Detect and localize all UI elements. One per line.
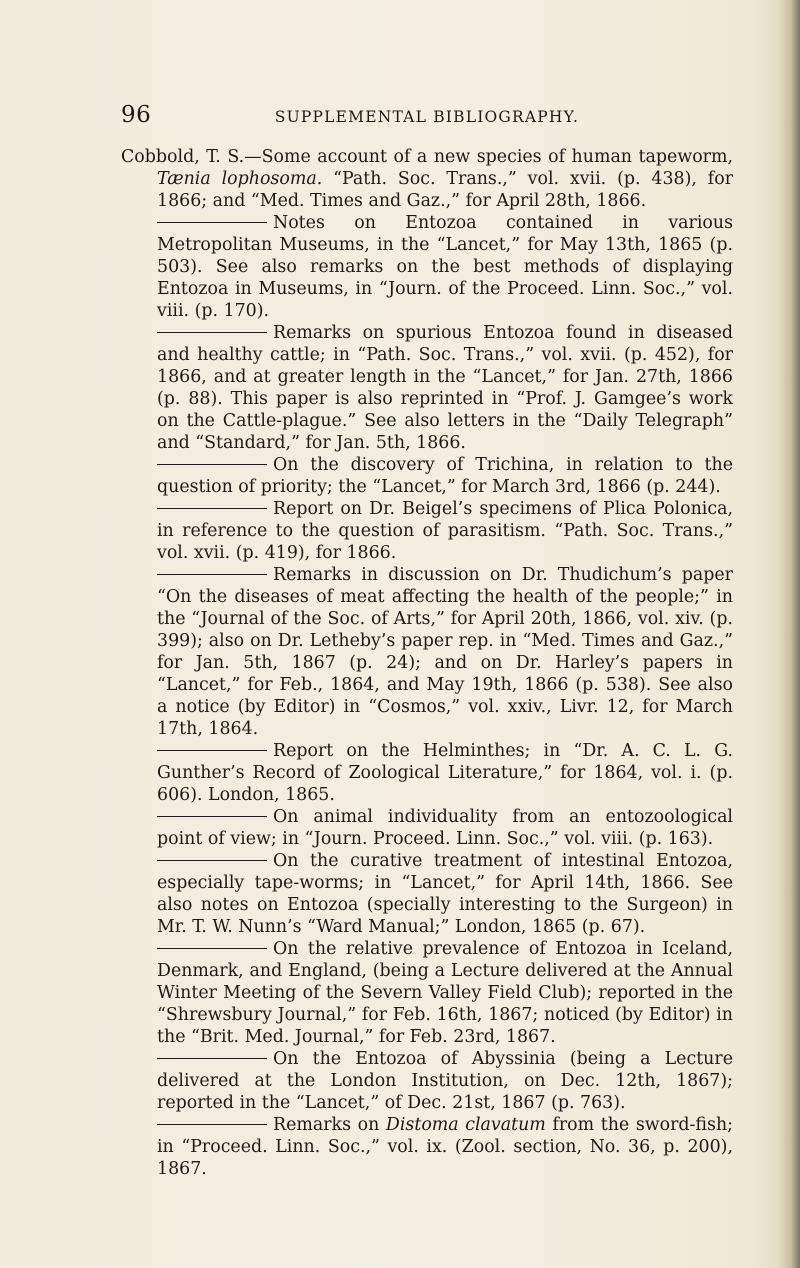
ditto-rule <box>157 464 267 465</box>
bibliography-entry <box>121 1114 733 1180</box>
ditto-rule <box>157 574 267 575</box>
entry-text: Report on the Helminthes; in “Dr. A. C. L. G. Gunther’s Record of Zoological Literature,” for 1864, vol. i. (p. 606). London, 1865. <box>157 741 733 805</box>
page-number: 96 <box>121 102 152 128</box>
ditto-rule <box>157 948 267 949</box>
ditto-rule <box>157 816 267 817</box>
entry-text: from the sword-fish; in “Proceed. Linn. Soc.,” vol. ix. (Zool. section, No. 36, p. 200), 1867. <box>157 1115 733 1179</box>
entry-text: On the curative treatment of intestinal Entozoa, especially tape-worms; in “Lancet,” for April 14th, 1866. See also notes on Entozoa (specially interesting to the Surgeon) in Mr. T. W. Nunn’s “Ward Manual;” London, 1865 (p. 67). <box>157 851 733 937</box>
entry-text: Remarks on spurious Entozoa found in diseased and healthy cattle; in “Path. Soc. Trans.,” vol. xvii. (p. 452), for 1866, and at greater length in the “Lancet,” for Jan. 27th, 1866 (p. 88). This paper is also reprinted in “Prof. J. Gamgee’s work on the Cattle-plague.” See also letters in the “Daily Telegraph” and “Standard,” for Jan. 5th, 1866. <box>157 323 733 453</box>
entry-text: Report on Dr. Beigel’s specimens of Plica Polonica, in reference to the question of parasitism. “Path. Soc. Trans.,” vol. xvii. (p. 419), for 1866. <box>157 499 733 563</box>
entry-text: Remarks on <box>273 1115 386 1135</box>
entry-species-name: Tænia lophosoma. <box>157 169 323 189</box>
entry-text: On the relative prevalence of Entozoa in Iceland, Denmark, and England, (being a Lecture delivered at the Annual Winter Meeting of the Severn Valley Field Club); reported in the “Shrewsbury Journal,” for Feb. 16th, 1867; noticed (by Editor) in the “Brit. Med. Journal,” for Feb. 23rd, 1867. <box>157 939 733 1047</box>
entry-text: On the discovery of Trichina, in relation to the question of priority; the “Lancet,” for March 3rd, 1866 (p. 244). <box>157 455 733 497</box>
bibliography-entry <box>121 740 733 806</box>
bibliography-entries <box>121 146 733 1180</box>
entry-text: Remarks in discussion on Dr. Thudichum’s paper “On the diseases of meat affecting the health of the people;” in the “Journal of the Soc. of Arts,” for April 20th, 1866, vol. xiv. (p. 399); also on Dr. Letheby’s paper rep. in “Med. Times and Gaz.,” for Jan. 5th, 1867 (p. 24); and on Dr. Harley’s papers in “Lancet,” for Feb., 1864, and May 19th, 1866 (p. 538). See also a notice (by Editor) in “Cosmos,” vol. xxiv., Livr. 12, for March 17th, 1864. <box>157 565 733 739</box>
bibliography-entry <box>121 146 733 212</box>
ditto-rule <box>157 1058 267 1059</box>
entry-text: “Path. Soc. Trans.,” vol. xvii. (p. 438), for 1866; and “Med. Times and Gaz.,” for April 28th, 1866. <box>157 169 734 211</box>
ditto-rule <box>157 750 267 751</box>
page-header <box>121 102 733 132</box>
bibliography-entry <box>121 938 733 1048</box>
ditto-rule <box>157 222 267 223</box>
bibliography-entry <box>121 212 733 322</box>
ditto-rule <box>157 1124 267 1125</box>
running-head: SUPPLEMENTAL BIBLIOGRAPHY. <box>274 108 580 126</box>
bibliography-entry <box>121 498 733 564</box>
entry-text: Some account of a new species of human tapeworm, <box>261 147 734 167</box>
ditto-rule <box>157 860 267 861</box>
ditto-rule <box>157 332 267 333</box>
entry-text: On the Entozoa of Abyssinia (being a Lecture delivered at the London Institution, on Dec. 12th, 1867); reported in the “Lancet,” of Dec. 21st, 1867 (p. 763). <box>157 1049 733 1113</box>
bibliography-entry <box>121 322 733 454</box>
ditto-rule <box>157 508 267 509</box>
bibliography-entry <box>121 806 733 850</box>
page-edge-shadow <box>778 0 800 1268</box>
bibliography-entry <box>121 1048 733 1114</box>
bibliography-entry <box>121 850 733 938</box>
entry-text: Notes on Entozoa contained in various Metropolitan Museums, in the “Lancet,” for May 13th, 1865 (p. 503). See also remarks on the best methods of displaying Entozoa in Museums, in “Journ. of the Proceed. Linn. Soc.,” vol. viii. (p. 170). <box>157 213 733 321</box>
entry-author: Cobbold, T. S.— <box>121 147 262 167</box>
entry-species-name: Distoma clavatum <box>385 1115 546 1135</box>
bibliography-entry <box>121 564 733 740</box>
bibliography-entry <box>121 454 733 498</box>
entry-text: On animal individuality from an entozoological point of view; in “Journ. Proceed. Linn. Soc.,” vol. viii. (p. 163). <box>157 807 733 849</box>
